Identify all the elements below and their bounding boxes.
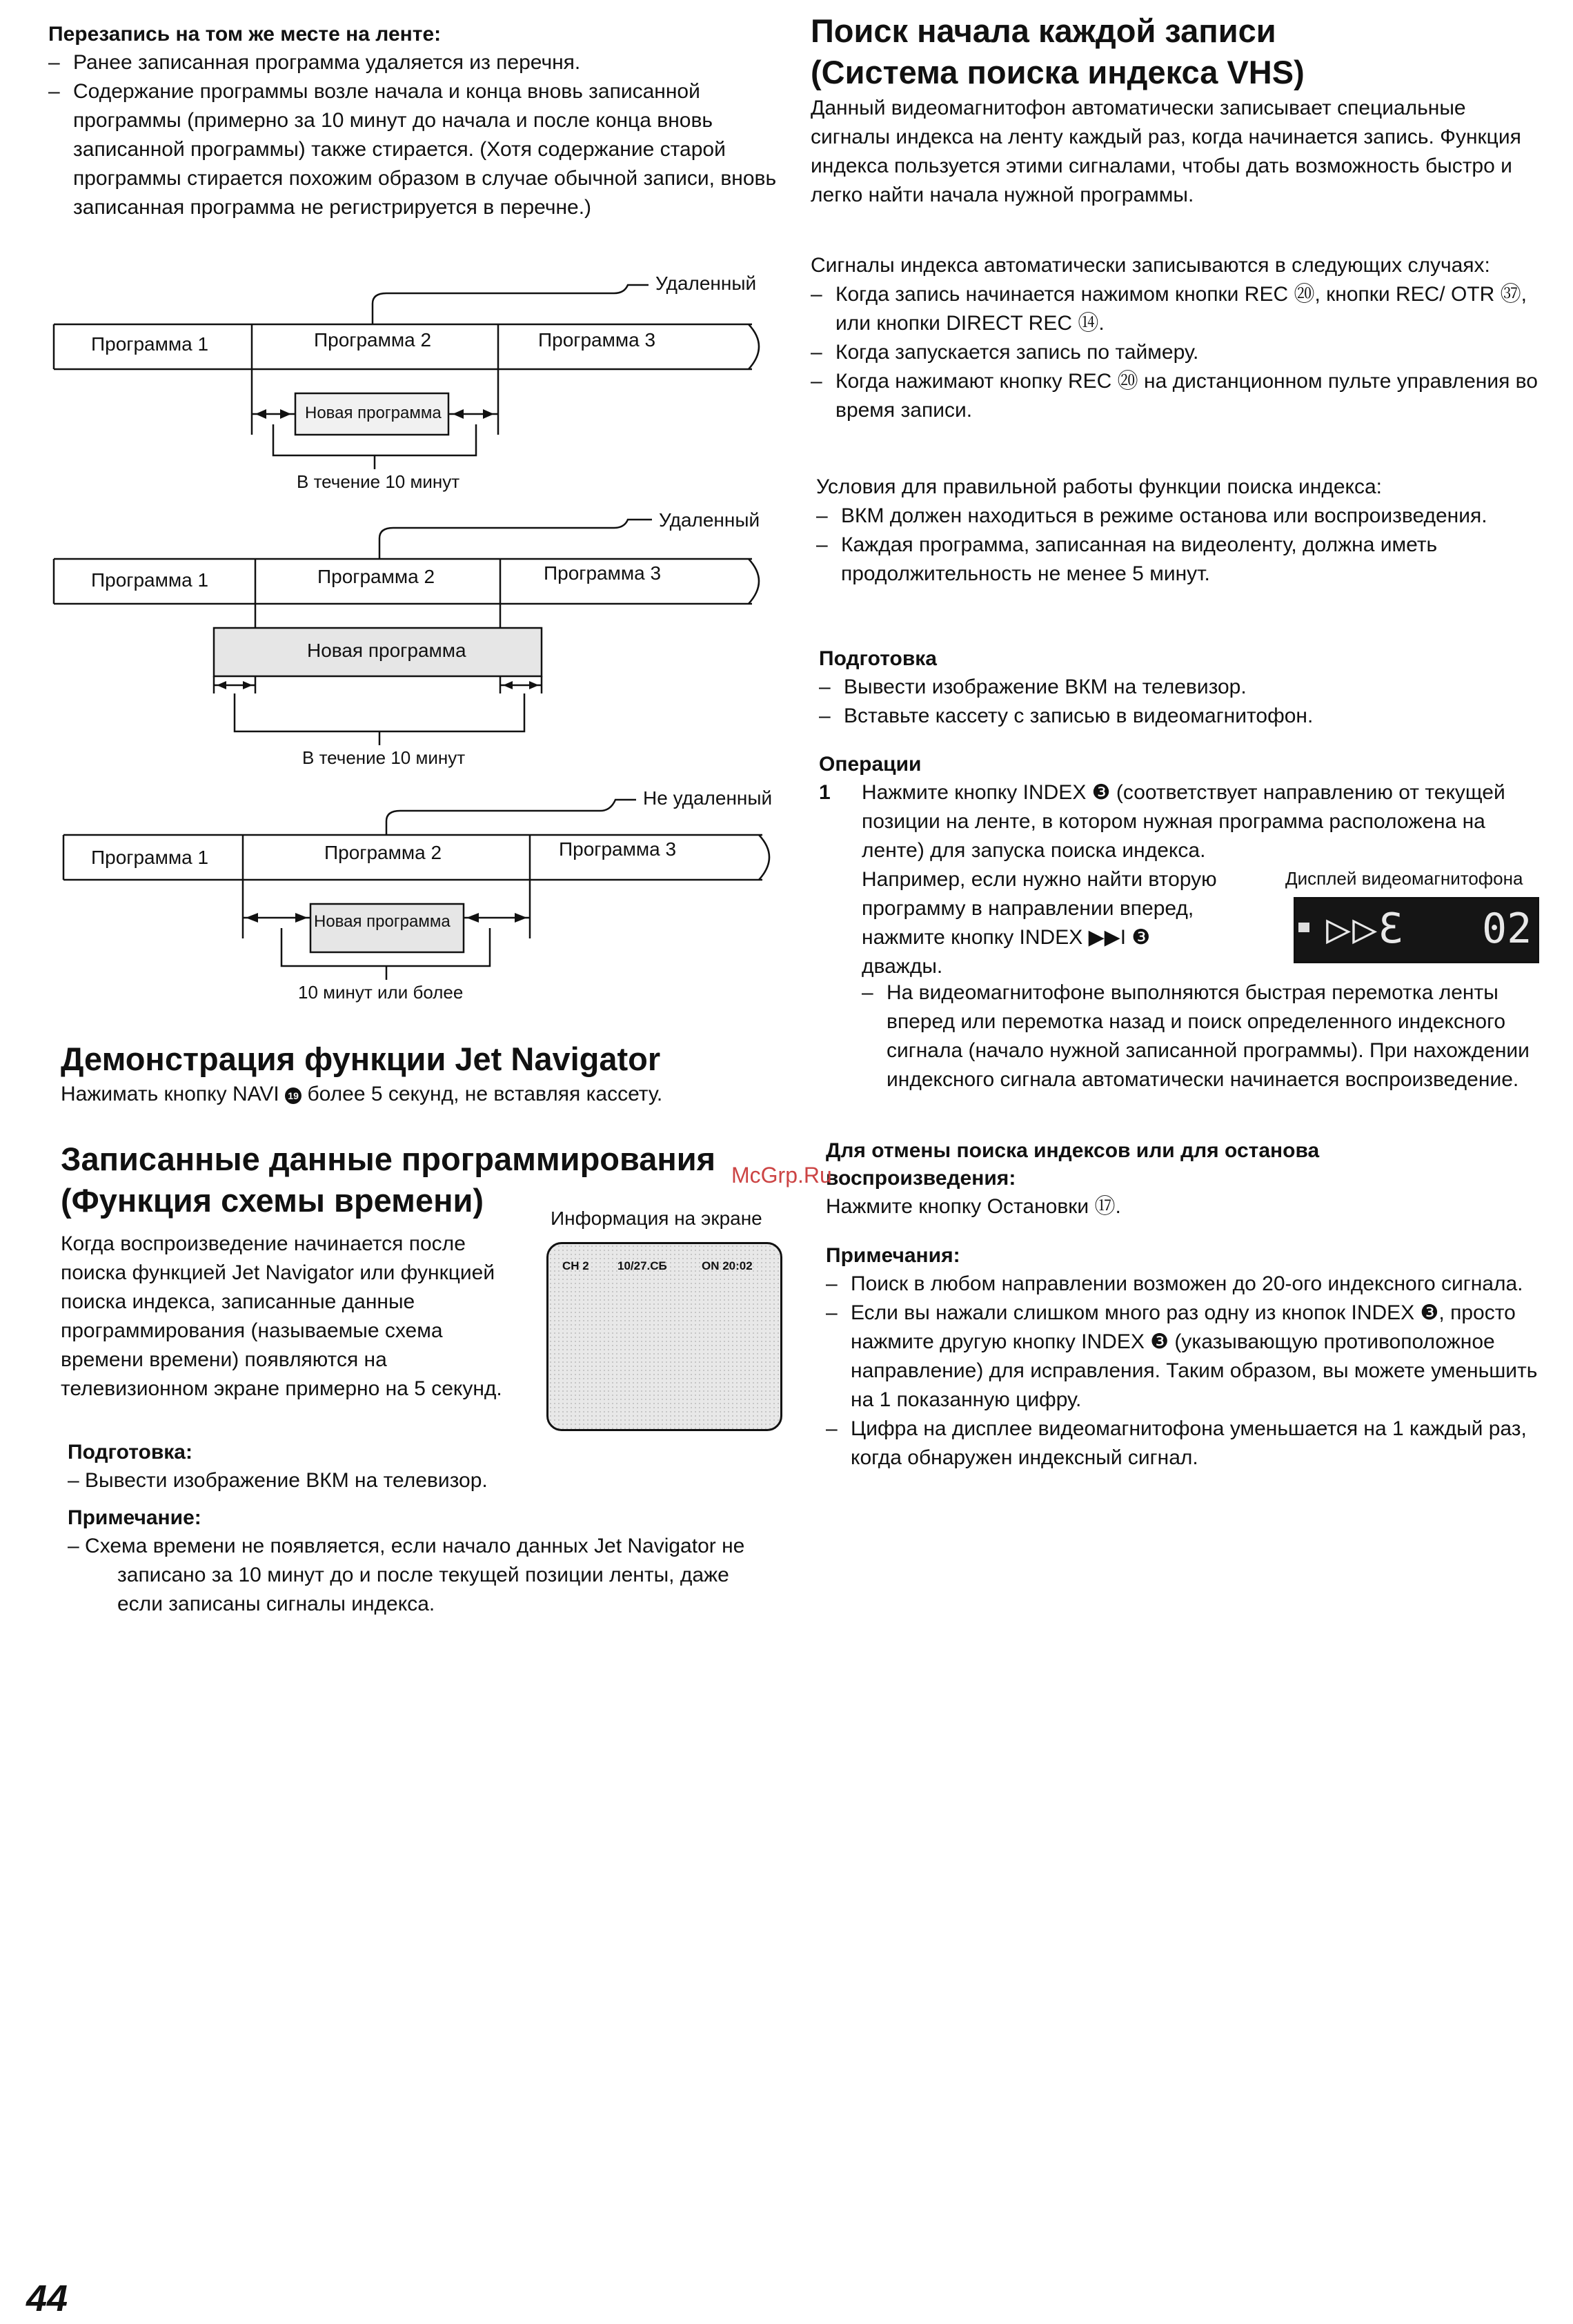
- jet-demo-section: [61, 1038, 792, 1109]
- tape-diagram-1-drawing: [48, 273, 780, 500]
- schedule-prep-title: Подготовка:: [68, 1441, 192, 1464]
- vcr-display: [1294, 897, 1539, 963]
- program-1-label: Программа 1: [91, 569, 209, 591]
- notes-item: – Цифра на дисплее видеомагнитофона уменьшается на 1 каждый раз, когда обнаружен индексный сигнал.: [826, 1415, 1543, 1473]
- deleted-label: Удаленный: [655, 273, 757, 294]
- schedule-note: [68, 1504, 758, 1619]
- schedule-title-line1: Записанные данные программирования: [61, 1141, 716, 1177]
- tape-diagram-3: [48, 783, 780, 1011]
- schedule-note-item: – Схема времени не появляется, если начало данных Jet Navigator не записано за 10 минут до и после текущей позиции ленты, даже если записаны сигналы индекса.: [68, 1535, 745, 1615]
- tape-diagram-1: [48, 273, 780, 500]
- program-1-label: Программа 1: [91, 847, 209, 868]
- signals-section: [811, 251, 1542, 425]
- step-sub-item: – На видеомагнитофоне выполняются быстрая перемотка ленты вперед или перемотка назад и поиск определенного индексного сигнала (начало нужной записанной программы). При нахождении индексного сигнала автоматически начинается воспроизведение.: [862, 978, 1538, 1094]
- watermark: McGrp.Ru: [731, 1163, 832, 1188]
- index-search-title-line2: (Система поиска индекса VHS): [811, 54, 1305, 90]
- screen-date: 10/27.СБ: [617, 1259, 667, 1272]
- overwrite-section: [48, 21, 780, 222]
- notes-section: [826, 1242, 1543, 1473]
- tape-diagram-3-drawing: [48, 783, 780, 1011]
- index-intro: Данный видеомагнитофон автоматически записывает специальные сигналы индекса на ленту каждый раз, когда начинается запись. Функция индекса пользуется этими сигналами, чтобы дать возможность быстро и легко найти начала нужной программы.: [811, 97, 1521, 206]
- tape-diagram-2: [48, 507, 780, 783]
- page-number: 44: [26, 2278, 68, 2319]
- prep-list: [819, 673, 1536, 731]
- step-example-line: программу в направлении вперед,: [862, 897, 1194, 920]
- step-text: Нажмите кнопку INDEX ❸ (соответствует направлению от текущей позиции на ленте, в котором нужная программа расположена на ленте) для запуска поиска индекса.: [862, 781, 1505, 862]
- program-2-label: Программа 2: [324, 842, 442, 863]
- cancel-title-line2: воспроизведения:: [826, 1167, 1016, 1190]
- program-3-label: Программа 3: [544, 562, 662, 584]
- jet-demo-title: Демонстрация функции Jet Navigator: [61, 1041, 661, 1077]
- not-deleted-label: Не удаленный: [643, 787, 773, 809]
- ten-min-or-more-label: 10 минут или более: [298, 982, 464, 1003]
- prep-item: – Вывести изображение ВКМ на телевизор.: [819, 673, 1536, 702]
- screen-caption: Информация на экране: [551, 1208, 762, 1229]
- screen-on-time: ON 20:02: [702, 1259, 753, 1272]
- prep-section: [819, 645, 1536, 731]
- schedule-prep-item: – Вывести изображение ВКМ на телевизор.: [68, 1469, 488, 1492]
- step-sub-note: [862, 978, 1538, 1094]
- schedule-body: Когда воспроизведение начинается после поиска функцией Jet Navigator или функцией поиска индекса, записанные данные программирования (называемые схема времени времени) появляются на телевизионном экране примерно на 5 секунд.: [61, 1232, 502, 1400]
- step-example-line: Например, если нужно найти вторую: [862, 868, 1217, 891]
- jet-demo-text-pre: Нажимать кнопку NAVI: [61, 1083, 279, 1105]
- program-2-label: Программа 2: [317, 566, 435, 587]
- notes-item: – Если вы нажали слишком много раз одну из кнопок INDEX ❸, просто нажмите другую кнопку INDEX ❸ (указывающую противоположное направление) для исправления. Таким образом, вы можете уменьшить на 1 показанную цифру.: [826, 1299, 1543, 1415]
- signals-item: – Когда запись начинается нажимом кнопки REC ⑳, кнопки REC/ OTR ㊲, или кнопки DIRECT REC ⑭.: [811, 280, 1542, 338]
- operations-title: Операции: [819, 753, 922, 776]
- cancel-text: Нажмите кнопку Остановки ⑰.: [826, 1195, 1121, 1218]
- display-tape-icon: [1298, 923, 1309, 932]
- navi-button-number-icon: 19: [285, 1087, 301, 1104]
- conditions-intro: Условия для правильной работы функции поиска индекса:: [816, 475, 1383, 498]
- signals-list: [811, 280, 1542, 425]
- overwrite-item: – Содержание программы возле начала и конца вновь записанной программы (примерно за 10 минут до начала и после конца вновь записанной программы) также стирается. (Хотя содержание старой программы стирается похожим образом в случае обычной записи, вновь записанная программа не регистрируется в перечне.): [48, 77, 780, 222]
- prep-item: – Вставьте кассету с записью в видеомагнитофон.: [819, 702, 1536, 731]
- display-digits: 02: [1482, 905, 1532, 953]
- prep-title: Подготовка: [819, 647, 937, 670]
- program-3-label: Программа 3: [538, 329, 656, 351]
- within-10-min-label: В течение 10 минут: [297, 471, 460, 492]
- jet-demo-text: [61, 1080, 792, 1109]
- conditions-item: – Каждая программа, записанная на видеоленту, должна иметь продолжительность не менее 5 минут.: [816, 531, 1541, 589]
- jet-demo-text-post: более 5 секунд, не вставляя кассету.: [307, 1083, 663, 1105]
- schedule-note-title: Примечание:: [68, 1506, 201, 1529]
- step-example-line: нажмите кнопку INDEX ▶▶I ❸: [862, 926, 1151, 949]
- conditions-list: [816, 502, 1541, 589]
- new-program-label: Новая программа: [305, 404, 442, 422]
- cancel-title-line1: Для отмены поиска индексов или для останова: [826, 1139, 1320, 1162]
- schedule-title-line2: (Функция схемы времени): [61, 1182, 484, 1219]
- display-index-arrows-icon: ▷▷Ɛ: [1326, 905, 1405, 953]
- signals-item: – Когда запускается запись по таймеру.: [811, 338, 1542, 367]
- program-2-label: Программа 2: [314, 329, 432, 351]
- tv-screen: [546, 1242, 782, 1431]
- index-search-header: [811, 10, 1542, 93]
- deleted-label: Удаленный: [659, 509, 760, 531]
- index-search-title-line1: Поиск начала каждой записи: [811, 12, 1276, 49]
- new-program-label: Новая программа: [307, 640, 466, 661]
- notes-title: Примечания:: [826, 1244, 960, 1267]
- step-example-line: дважды.: [862, 955, 943, 978]
- overwrite-title: Перезапись на том же месте на ленте:: [48, 23, 442, 46]
- notes-list: [826, 1270, 1543, 1473]
- overwrite-list: [48, 48, 780, 222]
- step-number: 1: [819, 781, 831, 804]
- program-3-label: Программа 3: [559, 838, 677, 860]
- overwrite-item: – Ранее записанная программа удаляется из перечня.: [48, 48, 780, 77]
- schedule-prep: [68, 1439, 785, 1495]
- conditions-section: [816, 473, 1541, 589]
- within-10-min-label: В течение 10 минут: [302, 747, 466, 768]
- signals-intro: Сигналы индекса автоматически записываются в следующих случаях:: [811, 254, 1490, 277]
- notes-item: – Поиск в любом направлении возможен до 20-ого индексного сигнала.: [826, 1270, 1543, 1299]
- screen-channel: CH 2: [562, 1259, 589, 1272]
- cancel-section: [826, 1137, 1543, 1221]
- display-caption: Дисплей видеомагнитофона: [1285, 868, 1523, 889]
- signals-item: – Когда нажимают кнопку REC ⑳ на дистанционном пульте управления во время записи.: [811, 367, 1542, 425]
- conditions-item: – ВКМ должен находиться в режиме останова или воспроизведения.: [816, 502, 1541, 531]
- program-1-label: Программа 1: [91, 333, 209, 355]
- new-program-label: Новая программа: [314, 912, 451, 931]
